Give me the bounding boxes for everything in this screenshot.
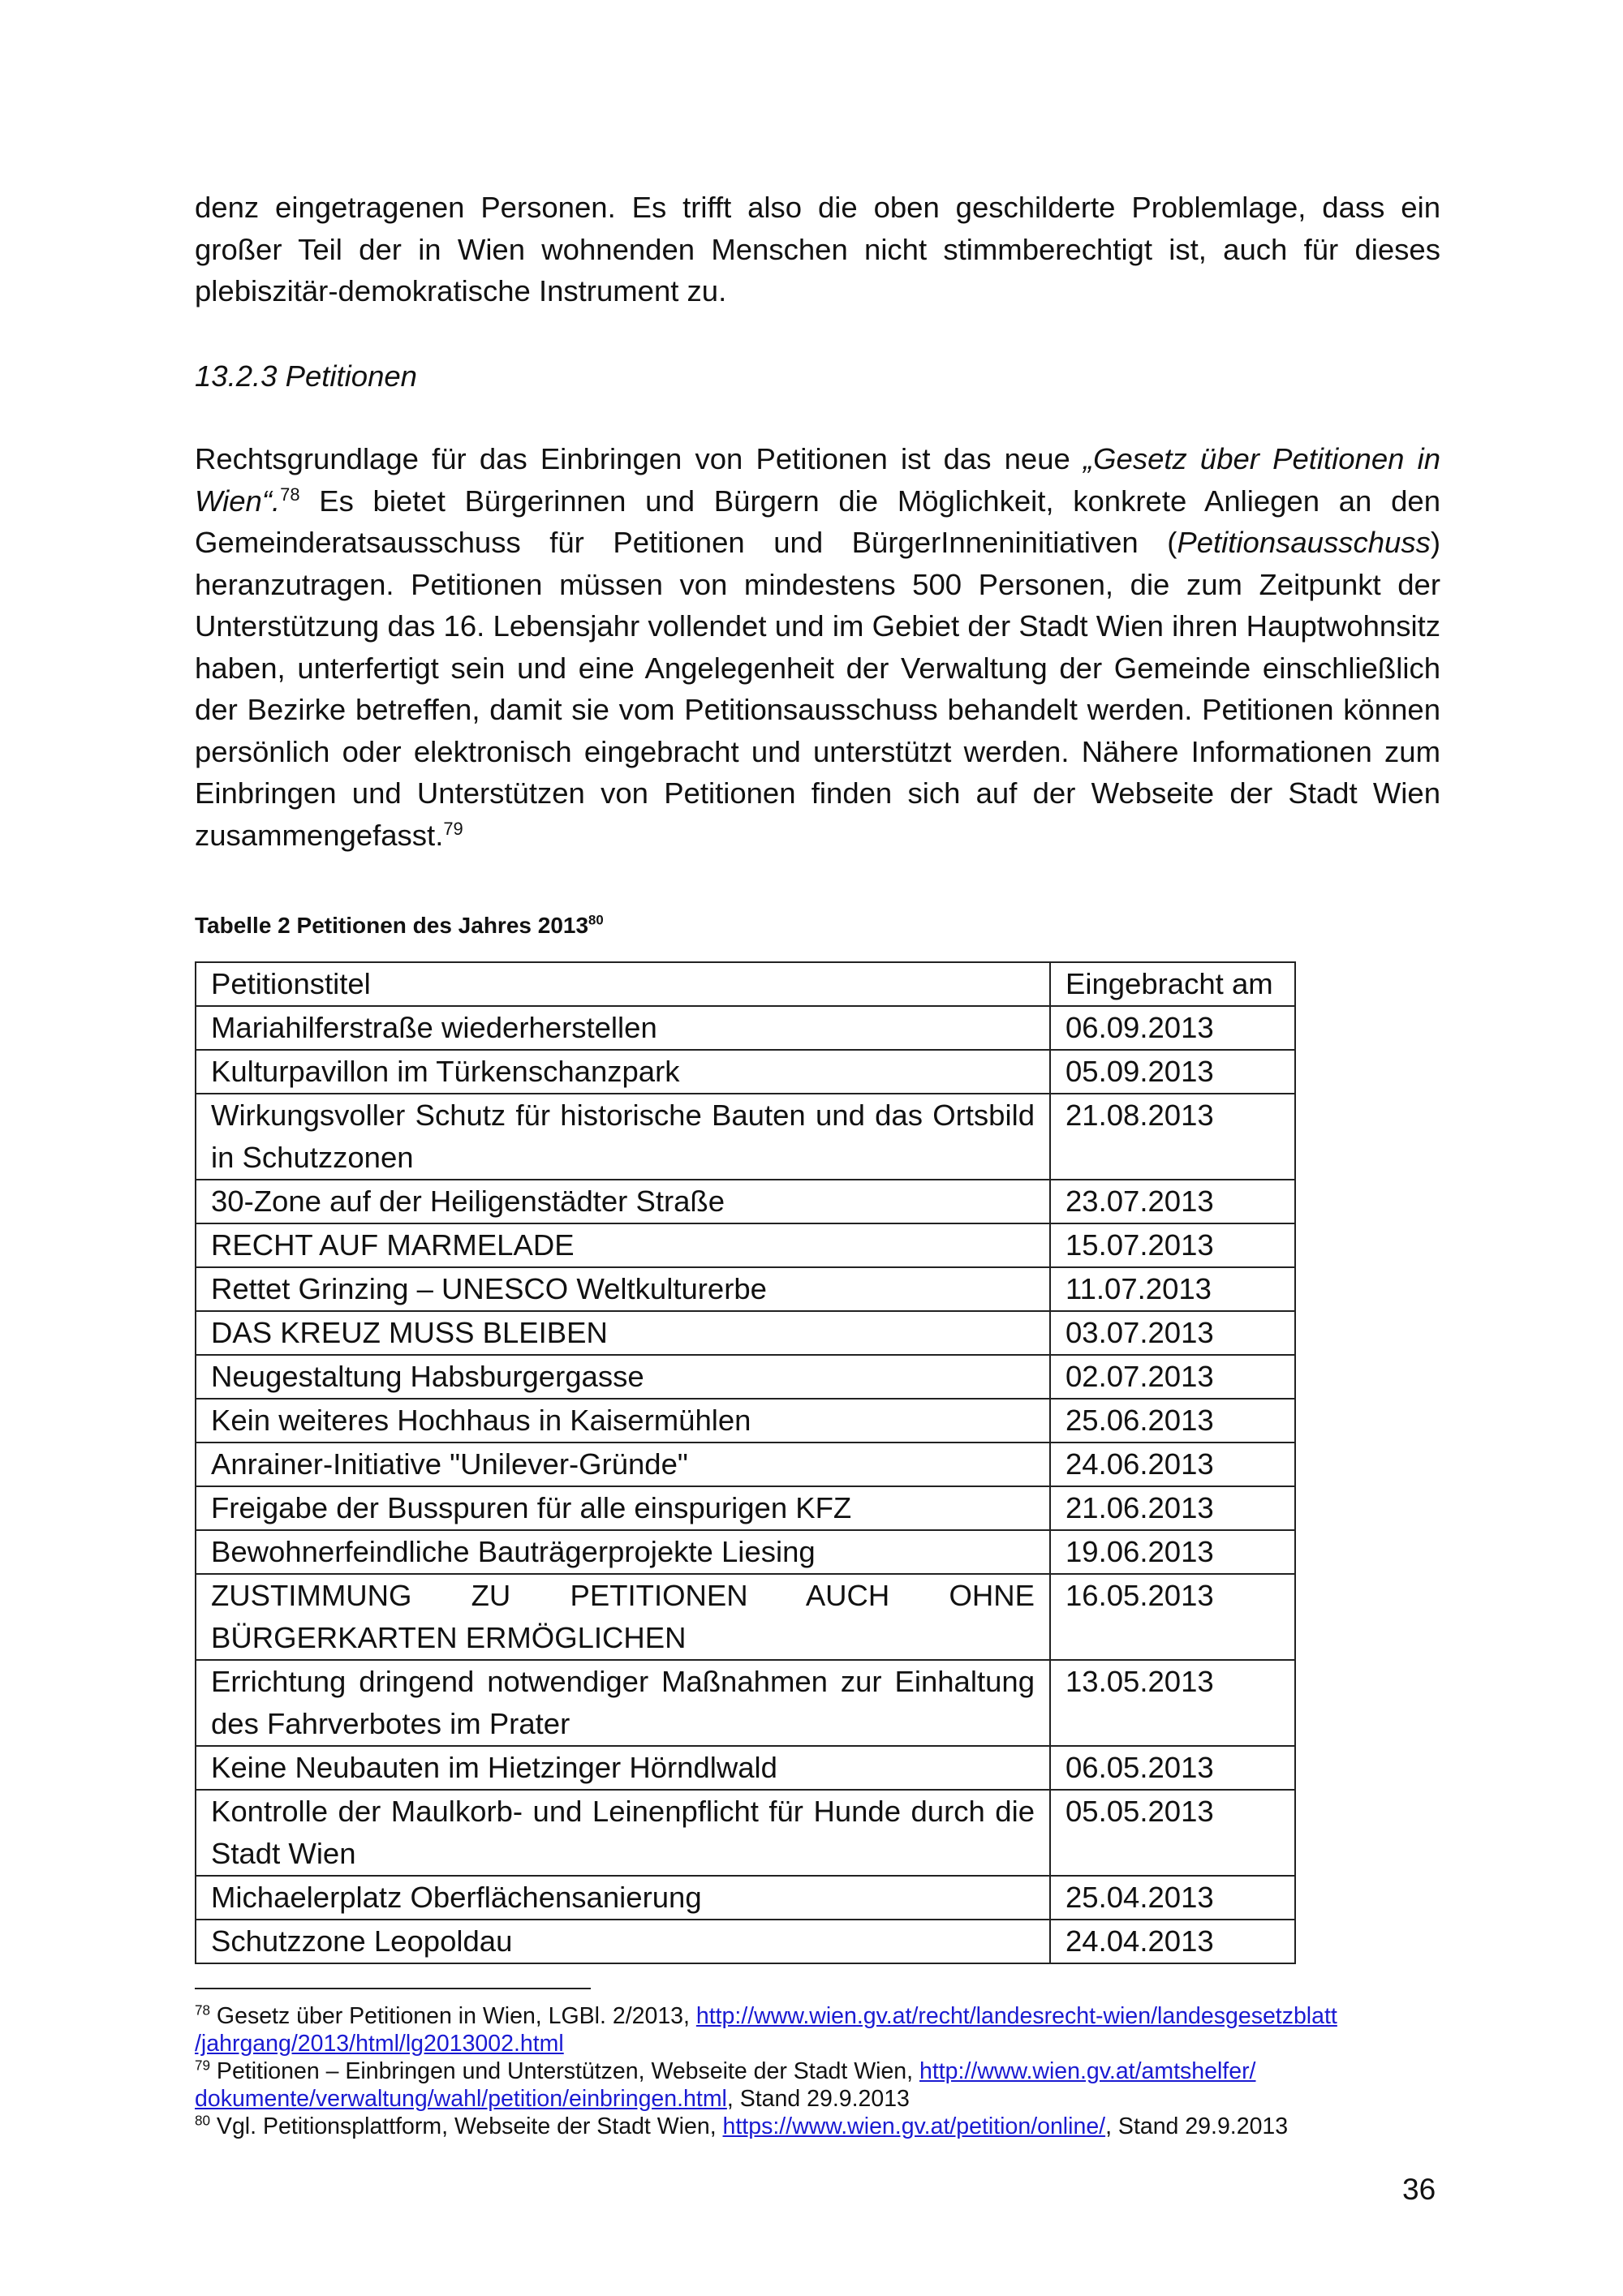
petition-title-cell: Anrainer-Initiative "Unilever-Gründe" [196,1443,1050,1486]
petition-date-cell: 24.04.2013 [1050,1920,1295,1963]
footnote-ref-79[interactable]: 79 [443,818,463,839]
petition-title-cell: RECHT AUF MARMELADE [196,1223,1050,1267]
petition-title-cell: ZUSTIMMUNG ZU PETITIONEN AUCH OHNE BÜRGERKARTEN ERMÖGLICHEN [196,1574,1050,1660]
table-row [196,1876,1295,1920]
petition-date-cell: 23.07.2013 [1050,1180,1295,1223]
petition-date-cell: 25.06.2013 [1050,1399,1295,1443]
petition-title-cell: Neugestaltung Habsburgergasse [196,1355,1050,1399]
footnote-text: Vgl. Petitionsplattform, Webseite der Stadt Wien, [210,2113,723,2139]
petition-date-cell: 02.07.2013 [1050,1355,1295,1399]
petition-date-cell: 24.06.2013 [1050,1443,1295,1486]
body-text-c: ) heranzutragen. Petitionen müssen von mindestens 500 Personen, die zum Zeitpunkt der Unterstützung das 16. Lebensjahr vollendet und im Gebiet der Stadt Wien ihren Hauptwohnsitz haben, unterfertigt sein und eine Angelegenheit der Verwaltung der Gemeinde einschließlich der Bezirke betreffen, damit sie vom Petitionsausschuss behandelt werden. Petitionen können persönlich oder elektronisch eingebracht und unterstützt werden. Nähere Informationen zum Einbringen und Unterstützen von Petitionen finden sich auf der Webseite der Stadt Wien zusammengefasst. [195,526,1440,852]
table-row [196,1443,1295,1486]
petition-date-cell: 06.05.2013 [1050,1746,1295,1790]
petition-title-cell: Bewohnerfeindliche Bauträgerprojekte Liesing [196,1530,1050,1574]
footnote-78 [195,2002,1440,2057]
table-row [196,1267,1295,1311]
footnote-link[interactable]: http://www.wien.gv.at/recht/landesrecht-wien/landesgesetzblatt [695,2003,1337,2029]
petition-date-cell: 06.09.2013 [1050,1006,1295,1050]
petition-title-cell: Mariahilferstraße wiederherstellen [196,1006,1050,1050]
petition-date-cell: 19.06.2013 [1050,1530,1295,1574]
petition-title-cell: Kulturpavillon im Türkenschanzpark [196,1050,1050,1094]
footnote-ref-78[interactable]: 78 [280,484,300,505]
table-row [196,1180,1295,1223]
body-paragraph [195,438,1440,856]
table-row [196,1050,1295,1094]
petition-title-cell: 30-Zone auf der Heiligenstädter Straße [196,1180,1050,1223]
petition-date-cell: 13.05.2013 [1050,1660,1295,1746]
footnote-suffix: , Stand 29.9.2013 [726,2086,910,2112]
intro-paragraph: denz eingetragenen Personen. Es trifft also die oben geschilderte Problemlage, dass ein großer Teil der in Wien wohnenden Menschen nicht stimmberechtigt ist, auch für dieses plebiszitär-demokratische Instrument zu. [195,191,1440,307]
petition-date-cell: 05.05.2013 [1050,1790,1295,1876]
footnote-link-continued[interactable]: /jahrgang/2013/html/lg2013002.html [195,2031,564,2057]
footnote-link[interactable]: http://www.wien.gv.at/amtshelfer/ [919,2058,1256,2084]
table-caption-text: Tabelle 2 Petitionen des Jahres 2013 [195,913,589,938]
table-caption [195,909,1440,942]
table-row [196,1006,1295,1050]
law-title: „Gesetz über Petitionen in Wien“. [195,442,1440,518]
petition-date-cell: 15.07.2013 [1050,1223,1295,1267]
footnote-ref-80[interactable]: 80 [588,912,604,928]
footnote-number: 79 [195,2057,211,2074]
petition-title-cell: DAS KREUZ MUSS BLEIBEN [196,1311,1050,1355]
table-body [196,1006,1295,1963]
petition-title-cell: Rettet Grinzing – UNESCO Weltkulturerbe [196,1267,1050,1311]
footnote-number: 80 [195,2113,211,2129]
petition-title-cell: Keine Neubauten im Hietzinger Hörndlwald [196,1746,1050,1790]
petition-title-cell: Michaelerplatz Oberflächensanierung [196,1876,1050,1920]
footnote-link-continued[interactable]: dokumente/verwaltung/wahl/petition/einbringen.html [195,2086,727,2112]
petition-date-cell: 21.08.2013 [1050,1094,1295,1180]
page-number: 36 [1402,2173,1436,2206]
petition-title-cell: Kontrolle der Maulkorb- und Leinenpflicht für Hunde durch die Stadt Wien [196,1790,1050,1876]
petition-date-cell: 11.07.2013 [1050,1267,1295,1311]
table-row [196,1920,1295,1963]
table-row [196,1660,1295,1746]
table-row [196,1790,1295,1876]
table-row [196,1530,1295,1574]
petition-title-cell: Kein weiteres Hochhaus in Kaisermühlen [196,1399,1050,1443]
footnotes [195,2002,1440,2140]
header-date: Eingebracht am [1050,962,1295,1006]
footnote-number: 78 [195,2002,211,2019]
footnote-divider [195,1988,591,1989]
table-row [196,1223,1295,1267]
table-row [196,1746,1295,1790]
page-content [195,187,1440,1964]
table-header-row [196,962,1295,1006]
petitions-table [195,961,1296,1964]
petition-title-cell: Schutzzone Leopoldau [196,1920,1050,1963]
table-row [196,1574,1295,1660]
petition-title-cell: Wirkungsvoller Schutz für historische Bauten und das Ortsbild in Schutzzonen [196,1094,1050,1180]
footnote-link[interactable]: https://www.wien.gv.at/petition/online/ [722,2113,1106,2139]
footnote-text: Petitionen – Einbringen und Unterstützen, Webseite der Stadt Wien, [210,2058,919,2084]
table-row [196,1399,1295,1443]
body-text-b: Es bietet Bürgerinnen und Bürgern die Möglichkeit, konkrete Anliegen an den Gemeinderatsausschuss für Petitionen und BürgerInneninitiativen ( [195,484,1440,559]
petition-date-cell: 03.07.2013 [1050,1311,1295,1355]
table-row [196,1486,1295,1530]
footnote-text: Gesetz über Petitionen in Wien, LGBl. 2/2013, [210,2003,696,2029]
petition-date-cell: 21.06.2013 [1050,1486,1295,1530]
petition-date-cell: 25.04.2013 [1050,1876,1295,1920]
table-row [196,1094,1295,1180]
committee-name: Petitionsausschuss [1177,526,1431,559]
footnote-suffix: , Stand 29.9.2013 [1105,2113,1289,2139]
petition-title-cell: Errichtung dringend notwendiger Maßnahmen zur Einhaltung des Fahrverbotes im Prater [196,1660,1050,1746]
petition-title-cell: Freigabe der Busspuren für alle einspurigen KFZ [196,1486,1050,1530]
table-row [196,1355,1295,1399]
section-heading: 13.2.3 Petitionen [195,359,417,393]
header-title: Petitionstitel [196,962,1050,1006]
body-text-a: Rechtsgrundlage für das Einbringen von Petitionen ist das neue [195,442,1083,475]
footnote-80 [195,2113,1440,2140]
petition-date-cell: 16.05.2013 [1050,1574,1295,1660]
footnote-79 [195,2057,1440,2113]
table-row [196,1311,1295,1355]
petition-date-cell: 05.09.2013 [1050,1050,1295,1094]
